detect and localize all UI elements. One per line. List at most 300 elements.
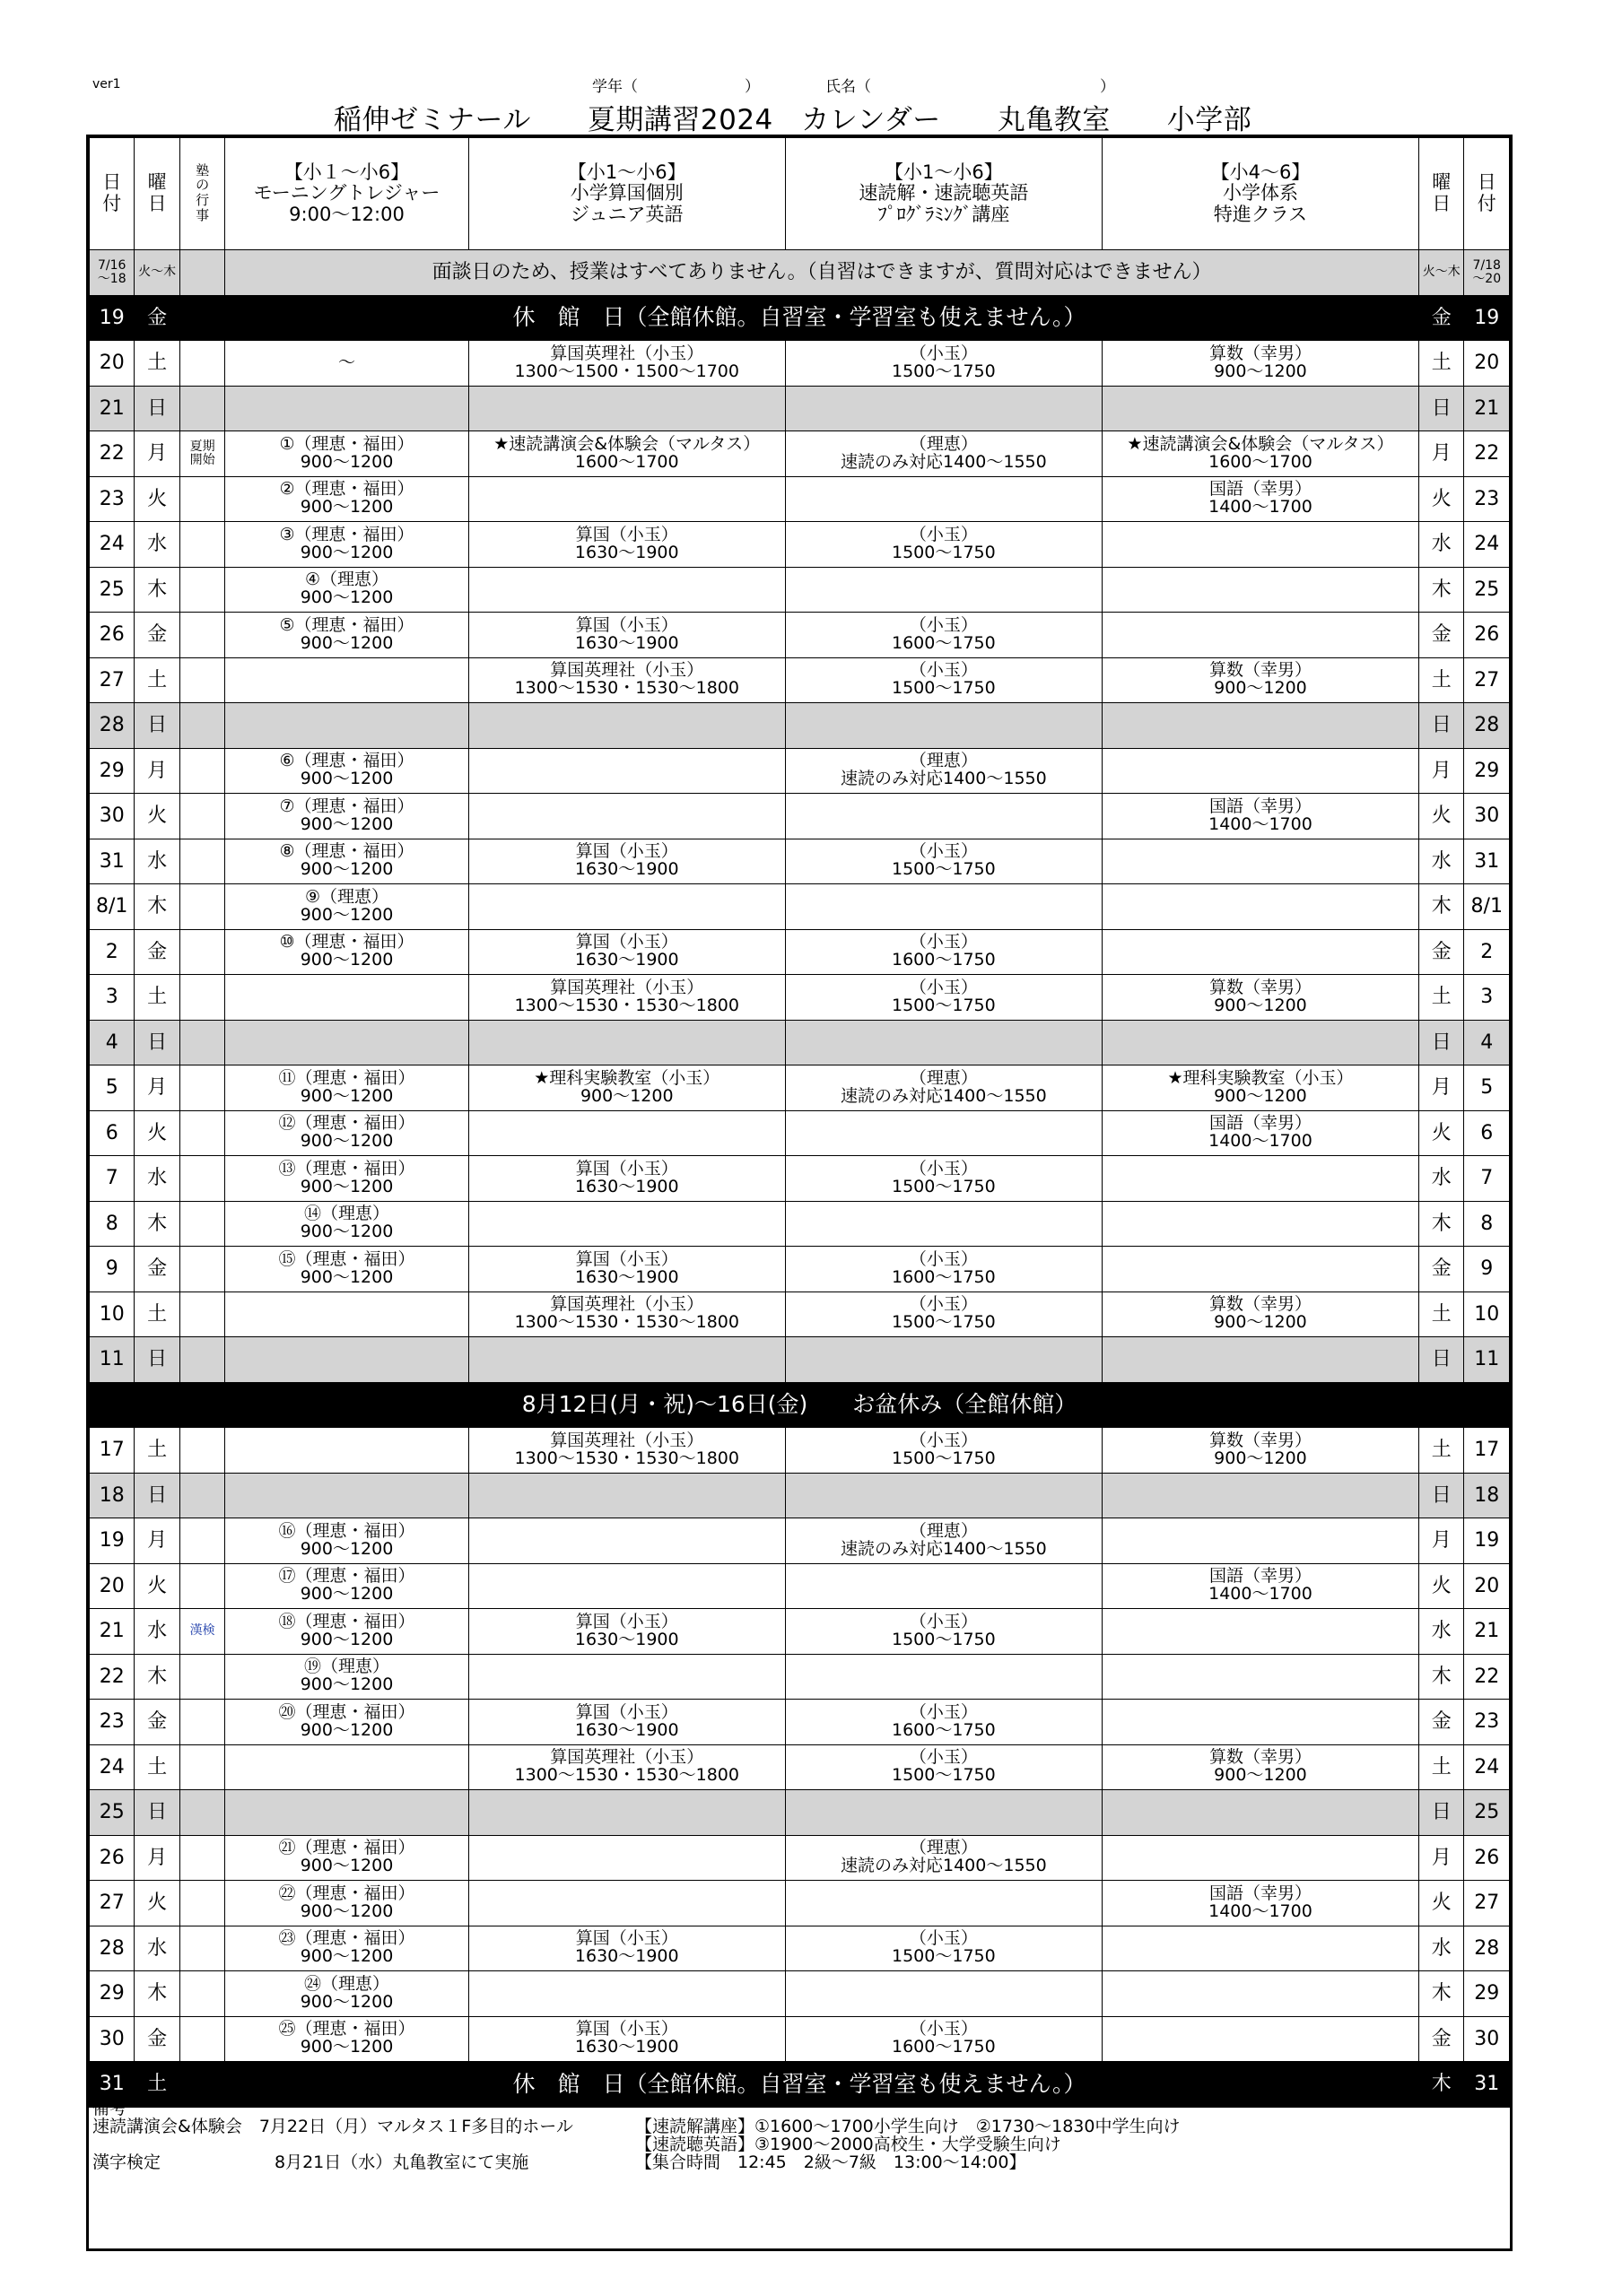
calendar-row xyxy=(90,1971,1510,2017)
closed-notice: 休 館 日（全館休館。自習室・学習室も使えません。） xyxy=(179,2062,1418,2108)
header-col3: 【小1～小6】 速読解・速読聴英語 ﾌﾟﾛｸﾞﾗﾐﾝｸﾞ講座 xyxy=(785,138,1102,250)
date-cell: 30 xyxy=(90,2016,135,2062)
date-cell: 21 xyxy=(90,1609,135,1655)
date-cell-right: 11 xyxy=(1464,1337,1510,1383)
weekday-cell: 金 xyxy=(135,295,179,341)
calendar-table xyxy=(89,137,1510,2108)
date-cell: 20 xyxy=(90,341,135,387)
date-cell: 24 xyxy=(90,522,135,568)
date-cell-right: 3 xyxy=(1464,975,1510,1021)
date-cell-right: 22 xyxy=(1464,1654,1510,1700)
empty-cell xyxy=(1102,1473,1418,1518)
obon-notice: 8月12日(月・祝)～16日(金) お盆休み（全館休館） xyxy=(90,1382,1510,1428)
event-cell xyxy=(179,975,224,1021)
sunday-row xyxy=(90,703,1510,749)
date-cell-right: 29 xyxy=(1464,1971,1510,2017)
individual-cell: 算国英理社（小玉） 1300～1530・1530～1800 xyxy=(468,1428,785,1474)
date-cell: 26 xyxy=(90,1835,135,1881)
individual-cell xyxy=(468,884,785,930)
weekday-cell: 月 xyxy=(135,1835,179,1881)
morning-treasure-cell: ⑦（理恵・福田） 900～1200 xyxy=(225,794,468,839)
individual-cell xyxy=(468,1881,785,1926)
weekday-cell-right: 日 xyxy=(1419,703,1464,749)
calendar-row xyxy=(90,884,1510,930)
individual-cell xyxy=(468,1971,785,2017)
morning-treasure-cell: ⑳（理恵・福田） 900～1200 xyxy=(225,1700,468,1745)
weekday-cell-right: 日 xyxy=(1419,1473,1464,1518)
event-cell xyxy=(179,341,224,387)
date-cell-right: 23 xyxy=(1464,1700,1510,1745)
remarks-line3-left-b: 8月21日（水）丸亀教室にて実施 xyxy=(275,2152,529,2172)
weekday-cell-right: 木 xyxy=(1419,1971,1464,2017)
date-cell: 27 xyxy=(90,1881,135,1926)
weekday-cell-right: 水 xyxy=(1419,1609,1464,1655)
header-weekday: 曜日 xyxy=(135,138,179,250)
weekday-cell: 月 xyxy=(135,431,179,477)
weekday-cell: 木 xyxy=(135,1654,179,1700)
weekday-cell-right: 月 xyxy=(1419,1835,1464,1881)
individual-cell: 算国（小玉） 1630～1900 xyxy=(468,1156,785,1202)
weekday-cell: 日 xyxy=(135,1790,179,1836)
tokushin-cell: 算数（幸男） 900～1200 xyxy=(1102,1744,1418,1790)
sokudoku-cell: （理恵） 速読のみ対応1400～1550 xyxy=(785,1065,1102,1111)
weekday-cell: 日 xyxy=(135,1337,179,1383)
header-weekday-right: 曜日 xyxy=(1419,138,1464,250)
weekday-cell: 木 xyxy=(135,567,179,613)
empty-cell xyxy=(225,1337,468,1383)
event-cell xyxy=(179,1110,224,1156)
empty-cell xyxy=(468,1790,785,1836)
individual-cell xyxy=(468,1110,785,1156)
weekday-cell: 水 xyxy=(135,1156,179,1202)
sokudoku-cell: （小玉） 1500～1750 xyxy=(785,1609,1102,1655)
date-cell-right: 18 xyxy=(1464,1473,1510,1518)
date-cell-right: 10 xyxy=(1464,1292,1510,1337)
tokushin-cell xyxy=(1102,1835,1418,1881)
calendar-row xyxy=(90,929,1510,975)
date-cell-right: 20 xyxy=(1464,341,1510,387)
remarks-section xyxy=(92,2100,1505,2243)
morning-treasure-cell: ⑥（理恵・福田） 900～1200 xyxy=(225,748,468,794)
calendar-row xyxy=(90,2016,1510,2062)
event-cell xyxy=(179,1292,224,1337)
date-cell: 5 xyxy=(90,1065,135,1111)
weekday-cell-right: 木 xyxy=(1419,1654,1464,1700)
calendar-row xyxy=(90,341,1510,387)
date-cell-right: 7/18 ～20 xyxy=(1464,250,1510,296)
remarks-line1-left: 速読講演会&体験会 7月22日（月）マルタス１F多目的ホール xyxy=(92,2117,573,2136)
date-cell-right: 24 xyxy=(1464,1744,1510,1790)
weekday-cell-right: 土 xyxy=(1419,1292,1464,1337)
weekday-cell-right: 月 xyxy=(1419,1065,1464,1111)
sokudoku-cell: （小玉） 1500～1750 xyxy=(785,1428,1102,1474)
empty-cell xyxy=(468,386,785,431)
weekday-cell: 金 xyxy=(135,1247,179,1292)
tokushin-cell: 国語（幸男） 1400～1700 xyxy=(1102,1881,1418,1926)
tokushin-cell: 国語（幸男） 1400～1700 xyxy=(1102,1110,1418,1156)
weekday-cell-right: 金 xyxy=(1419,2016,1464,2062)
individual-cell: 算国（小玉） 1630～1900 xyxy=(468,522,785,568)
morning-treasure-cell: ～ xyxy=(225,341,468,387)
remarks-line3-left-a: 漢字検定 xyxy=(92,2152,161,2172)
sokudoku-cell: （小玉） 1500～1750 xyxy=(785,1292,1102,1337)
obon-holiday-row xyxy=(90,1382,1510,1428)
empty-cell xyxy=(179,386,224,431)
date-cell-right: 29 xyxy=(1464,748,1510,794)
tokushin-cell xyxy=(1102,1609,1418,1655)
date-cell: 29 xyxy=(90,1971,135,2017)
sokudoku-cell: （小玉） 1600～1750 xyxy=(785,929,1102,975)
morning-treasure-cell xyxy=(225,975,468,1021)
sokudoku-cell xyxy=(785,1201,1102,1247)
date-cell-right: 4 xyxy=(1464,1020,1510,1065)
weekday-cell: 日 xyxy=(135,386,179,431)
calendar-row xyxy=(90,1654,1510,1700)
morning-treasure-cell xyxy=(225,657,468,703)
individual-cell xyxy=(468,1201,785,1247)
empty-cell xyxy=(225,703,468,749)
morning-treasure-cell: ⑲（理恵） 900～1200 xyxy=(225,1654,468,1700)
morning-treasure-cell: ⑬（理恵・福田） 900～1200 xyxy=(225,1156,468,1202)
weekday-cell-right: 火 xyxy=(1419,794,1464,839)
calendar-row xyxy=(90,1065,1510,1111)
individual-cell: 算国英理社（小玉） 1300～1530・1530～1800 xyxy=(468,1744,785,1790)
date-cell-right: 6 xyxy=(1464,1110,1510,1156)
weekday-cell: 月 xyxy=(135,1518,179,1564)
tokushin-cell xyxy=(1102,1700,1418,1745)
event-cell: 漢検 xyxy=(179,1609,224,1655)
morning-treasure-cell: ㉔（理恵） 900～1200 xyxy=(225,1971,468,2017)
date-cell-right: 30 xyxy=(1464,794,1510,839)
sunday-row xyxy=(90,1020,1510,1065)
remarks-line3-right: 【集合時間 12:45 2級～7級 13:00～14:00】 xyxy=(635,2152,1026,2172)
individual-cell: 算国（小玉） 1630～1900 xyxy=(468,2016,785,2062)
date-cell: 8 xyxy=(90,1201,135,1247)
date-cell-right: 9 xyxy=(1464,1247,1510,1292)
date-cell-right: 8/1 xyxy=(1464,884,1510,930)
date-cell: 7/16 ～18 xyxy=(90,250,135,296)
tokushin-cell xyxy=(1102,1518,1418,1564)
individual-cell xyxy=(468,1654,785,1700)
header-date-right: 日付 xyxy=(1464,138,1510,250)
calendar-row xyxy=(90,1428,1510,1474)
tokushin-cell: 算数（幸男） 900～1200 xyxy=(1102,341,1418,387)
sokudoku-cell: （理恵） 速読のみ対応1400～1550 xyxy=(785,1518,1102,1564)
calendar-row xyxy=(90,1292,1510,1337)
sunday-row xyxy=(90,1473,1510,1518)
tokushin-cell xyxy=(1102,613,1418,658)
weekday-cell: 日 xyxy=(135,1473,179,1518)
tokushin-cell xyxy=(1102,884,1418,930)
date-cell: 26 xyxy=(90,613,135,658)
empty-cell xyxy=(468,1473,785,1518)
weekday-cell: 土 xyxy=(135,341,179,387)
weekday-cell: 金 xyxy=(135,929,179,975)
morning-treasure-cell: ⑯（理恵・福田） 900～1200 xyxy=(225,1518,468,1564)
calendar-row xyxy=(90,748,1510,794)
header-col4: 【小4～6】 小学体系 特進クラス xyxy=(1102,138,1418,250)
closed-notice: 休 館 日（全館休館。自習室・学習室も使えません。） xyxy=(179,295,1418,341)
morning-treasure-cell xyxy=(225,1428,468,1474)
individual-cell: 算国（小玉） 1630～1900 xyxy=(468,1247,785,1292)
calendar-row xyxy=(90,1881,1510,1926)
date-cell: 31 xyxy=(90,2062,135,2108)
calendar-row xyxy=(90,567,1510,613)
sokudoku-cell: （理恵） 速読のみ対応1400～1550 xyxy=(785,1835,1102,1881)
weekday-cell: 水 xyxy=(135,522,179,568)
date-cell: 17 xyxy=(90,1428,135,1474)
individual-cell xyxy=(468,794,785,839)
tokushin-cell xyxy=(1102,1156,1418,1202)
date-cell: 23 xyxy=(90,476,135,522)
weekday-cell-right: 土 xyxy=(1419,1428,1464,1474)
morning-treasure-cell: ㉑（理恵・福田） 900～1200 xyxy=(225,1835,468,1881)
tokushin-cell xyxy=(1102,2016,1418,2062)
morning-treasure-cell xyxy=(225,1744,468,1790)
tokushin-cell: 国語（幸男） 1400～1700 xyxy=(1102,1563,1418,1609)
empty-cell xyxy=(179,703,224,749)
weekday-cell: 土 xyxy=(135,657,179,703)
weekday-cell-right: 水 xyxy=(1419,522,1464,568)
morning-treasure-cell: ④（理恵） 900～1200 xyxy=(225,567,468,613)
empty-cell xyxy=(225,1020,468,1065)
weekday-cell-right: 土 xyxy=(1419,1744,1464,1790)
date-cell-right: 25 xyxy=(1464,1790,1510,1836)
individual-cell xyxy=(468,1518,785,1564)
date-cell: 25 xyxy=(90,1790,135,1836)
sokudoku-cell: （小玉） 1600～1750 xyxy=(785,1247,1102,1292)
date-cell-right: 31 xyxy=(1464,839,1510,884)
sokudoku-cell xyxy=(785,476,1102,522)
sokudoku-cell: （小玉） 1500～1750 xyxy=(785,1156,1102,1202)
weekday-cell: 金 xyxy=(135,2016,179,2062)
date-cell: 19 xyxy=(90,295,135,341)
morning-treasure-cell: ㉓（理恵・福田） 900～1200 xyxy=(225,1926,468,1971)
sokudoku-cell: （小玉） 1500～1750 xyxy=(785,839,1102,884)
event-cell xyxy=(179,1926,224,1971)
event-cell xyxy=(179,748,224,794)
individual-cell: 算国（小玉） 1630～1900 xyxy=(468,839,785,884)
empty-cell xyxy=(785,1473,1102,1518)
weekday-cell: 日 xyxy=(135,703,179,749)
individual-cell: 算国（小玉） 1630～1900 xyxy=(468,613,785,658)
weekday-cell-right: 日 xyxy=(1419,386,1464,431)
individual-cell xyxy=(468,476,785,522)
header-row xyxy=(90,138,1510,250)
grade-field-label: 学年（ ） xyxy=(592,78,760,96)
individual-cell: 算国英理社（小玉） 1300～1530・1530～1800 xyxy=(468,1292,785,1337)
weekday-cell: 金 xyxy=(135,613,179,658)
sokudoku-cell xyxy=(785,1563,1102,1609)
calendar-row xyxy=(90,476,1510,522)
empty-cell xyxy=(785,1790,1102,1836)
calendar-row xyxy=(90,1518,1510,1564)
weekday-cell: 木 xyxy=(135,1971,179,2017)
sokudoku-cell: （小玉） 1500～1750 xyxy=(785,975,1102,1021)
event-cell xyxy=(179,1881,224,1926)
morning-treasure-cell: ③（理恵・福田） 900～1200 xyxy=(225,522,468,568)
weekday-cell-right: 月 xyxy=(1419,748,1464,794)
weekday-cell-right: 月 xyxy=(1419,1518,1464,1564)
event-cell xyxy=(179,1563,224,1609)
weekday-cell: 土 xyxy=(135,1744,179,1790)
individual-cell xyxy=(468,567,785,613)
event-cell xyxy=(179,884,224,930)
sokudoku-cell xyxy=(785,884,1102,930)
calendar-row xyxy=(90,1744,1510,1790)
tokushin-cell xyxy=(1102,567,1418,613)
weekday-cell-right: 水 xyxy=(1419,839,1464,884)
calendar-row xyxy=(90,1247,1510,1292)
morning-treasure-cell: ⑮（理恵・福田） 900～1200 xyxy=(225,1247,468,1292)
individual-cell xyxy=(468,748,785,794)
weekday-cell-right: 木 xyxy=(1419,567,1464,613)
header-event: 塾の行事 xyxy=(179,138,224,250)
sokudoku-cell: （小玉） 1500～1750 xyxy=(785,1926,1102,1971)
morning-treasure-cell: ⑤（理恵・福田） 900～1200 xyxy=(225,613,468,658)
sokudoku-cell: （小玉） 1500～1750 xyxy=(785,1744,1102,1790)
date-cell: 3 xyxy=(90,975,135,1021)
header-date: 日付 xyxy=(90,138,135,250)
individual-cell: ★速読講演会&体験会（マルタス） 1600～1700 xyxy=(468,431,785,477)
date-cell-right: 19 xyxy=(1464,295,1510,341)
tokushin-cell: 算数（幸男） 900～1200 xyxy=(1102,657,1418,703)
event-cell xyxy=(179,2016,224,2062)
weekday-cell: 土 xyxy=(135,1292,179,1337)
closed-day-row xyxy=(90,295,1510,341)
date-cell: 18 xyxy=(90,1473,135,1518)
morning-treasure-cell: ㉕（理恵・福田） 900～1200 xyxy=(225,2016,468,2062)
empty-cell xyxy=(468,703,785,749)
tokushin-cell xyxy=(1102,1201,1418,1247)
morning-treasure-cell: ⑰（理恵・福田） 900～1200 xyxy=(225,1563,468,1609)
event-cell xyxy=(179,1428,224,1474)
date-cell-right: 27 xyxy=(1464,657,1510,703)
sokudoku-cell xyxy=(785,1971,1102,2017)
date-cell-right: 28 xyxy=(1464,703,1510,749)
weekday-cell-right: 木 xyxy=(1419,2062,1464,2108)
tokushin-cell xyxy=(1102,522,1418,568)
date-cell-right: 7 xyxy=(1464,1156,1510,1202)
event-cell xyxy=(179,1065,224,1111)
weekday-cell: 火 xyxy=(135,1110,179,1156)
event-cell xyxy=(179,567,224,613)
empty-cell xyxy=(785,1337,1102,1383)
empty-cell xyxy=(179,1020,224,1065)
weekday-cell: 火 xyxy=(135,1563,179,1609)
calendar-row xyxy=(90,839,1510,884)
calendar-row xyxy=(90,431,1510,477)
weekday-cell-right: 月 xyxy=(1419,431,1464,477)
weekday-cell-right: 火 xyxy=(1419,1563,1464,1609)
tokushin-cell: 算数（幸男） 900～1200 xyxy=(1102,1428,1418,1474)
empty-cell xyxy=(179,1790,224,1836)
date-cell: 28 xyxy=(90,703,135,749)
weekday-cell: 火～木 xyxy=(135,250,179,296)
sokudoku-cell xyxy=(785,1654,1102,1700)
tokushin-cell: ★速読講演会&体験会（マルタス） 1600～1700 xyxy=(1102,431,1418,477)
remarks-line2-right: 【速読聴英語】③1900～2000高校生・大学受験生向け xyxy=(635,2135,1061,2154)
tokushin-cell: 算数（幸男） 900～1200 xyxy=(1102,975,1418,1021)
weekday-cell: 土 xyxy=(135,975,179,1021)
date-cell-right: 5 xyxy=(1464,1065,1510,1111)
morning-treasure-cell: ⑩（理恵・福田） 900～1200 xyxy=(225,929,468,975)
empty-cell xyxy=(785,703,1102,749)
date-cell: 19 xyxy=(90,1518,135,1564)
calendar-row xyxy=(90,1609,1510,1655)
date-cell-right: 8 xyxy=(1464,1201,1510,1247)
date-cell-right: 22 xyxy=(1464,431,1510,477)
date-cell: 28 xyxy=(90,1926,135,1971)
sokudoku-cell: （小玉） 1500～1750 xyxy=(785,657,1102,703)
event-cell xyxy=(179,1971,224,2017)
interview-note: 面談日のため、授業はすべてありません。（自習はできますが、質問対応はできません） xyxy=(225,250,1419,296)
date-cell: 24 xyxy=(90,1744,135,1790)
date-cell-right: 27 xyxy=(1464,1881,1510,1926)
tokushin-cell xyxy=(1102,1247,1418,1292)
date-cell-right: 17 xyxy=(1464,1428,1510,1474)
weekday-cell-right: 火 xyxy=(1419,1881,1464,1926)
event-cell xyxy=(179,1518,224,1564)
weekday-cell-right: 木 xyxy=(1419,1201,1464,1247)
weekday-cell-right: 火～木 xyxy=(1419,250,1464,296)
calendar-row xyxy=(90,1156,1510,1202)
date-cell-right: 2 xyxy=(1464,929,1510,975)
date-cell-right: 26 xyxy=(1464,1835,1510,1881)
date-cell-right: 25 xyxy=(1464,567,1510,613)
page-title: 稲伸ゼミナール 夏期講習2024 カレンダー 丸亀教室 小学部 xyxy=(334,104,1252,136)
event-cell xyxy=(179,1654,224,1700)
tokushin-cell xyxy=(1102,1971,1418,2017)
individual-cell: 算国（小玉） 1630～1900 xyxy=(468,1700,785,1745)
morning-treasure-cell xyxy=(225,1292,468,1337)
interview-days-row xyxy=(90,250,1510,296)
morning-treasure-cell: ①（理恵・福田） 900～1200 xyxy=(225,431,468,477)
weekday-cell-right: 木 xyxy=(1419,884,1464,930)
weekday-cell-right: 金 xyxy=(1419,295,1464,341)
weekday-cell: 火 xyxy=(135,476,179,522)
date-cell: 21 xyxy=(90,386,135,431)
date-cell-right: 31 xyxy=(1464,2062,1510,2108)
tokushin-cell xyxy=(1102,1654,1418,1700)
morning-treasure-cell: ②（理恵・福田） 900～1200 xyxy=(225,476,468,522)
weekday-cell-right: 火 xyxy=(1419,476,1464,522)
weekday-cell-right: 金 xyxy=(1419,1700,1464,1745)
calendar-row xyxy=(90,1835,1510,1881)
event-cell xyxy=(179,839,224,884)
calendar-row xyxy=(90,613,1510,658)
tokushin-cell xyxy=(1102,839,1418,884)
calendar-row xyxy=(90,1110,1510,1156)
sokudoku-cell: （小玉） 1500～1750 xyxy=(785,522,1102,568)
individual-cell xyxy=(468,1563,785,1609)
date-cell: 11 xyxy=(90,1337,135,1383)
weekday-cell-right: 土 xyxy=(1419,657,1464,703)
calendar-row xyxy=(90,1201,1510,1247)
event-cell xyxy=(179,613,224,658)
tokushin-cell xyxy=(1102,748,1418,794)
weekday-cell: 日 xyxy=(135,1020,179,1065)
date-cell: 30 xyxy=(90,794,135,839)
remarks-line1-right: 【速読解講座】①1600～1700小学生向け ②1730～1830中学生向け xyxy=(635,2117,1181,2136)
calendar-row xyxy=(90,794,1510,839)
morning-treasure-cell: ⑫（理恵・福田） 900～1200 xyxy=(225,1110,468,1156)
date-cell-right: 19 xyxy=(1464,1518,1510,1564)
weekday-cell: 金 xyxy=(135,1700,179,1745)
individual-cell: 算国英理社（小玉） 1300～1530・1530～1800 xyxy=(468,657,785,703)
tokushin-cell: 国語（幸男） 1400～1700 xyxy=(1102,476,1418,522)
sokudoku-cell xyxy=(785,567,1102,613)
